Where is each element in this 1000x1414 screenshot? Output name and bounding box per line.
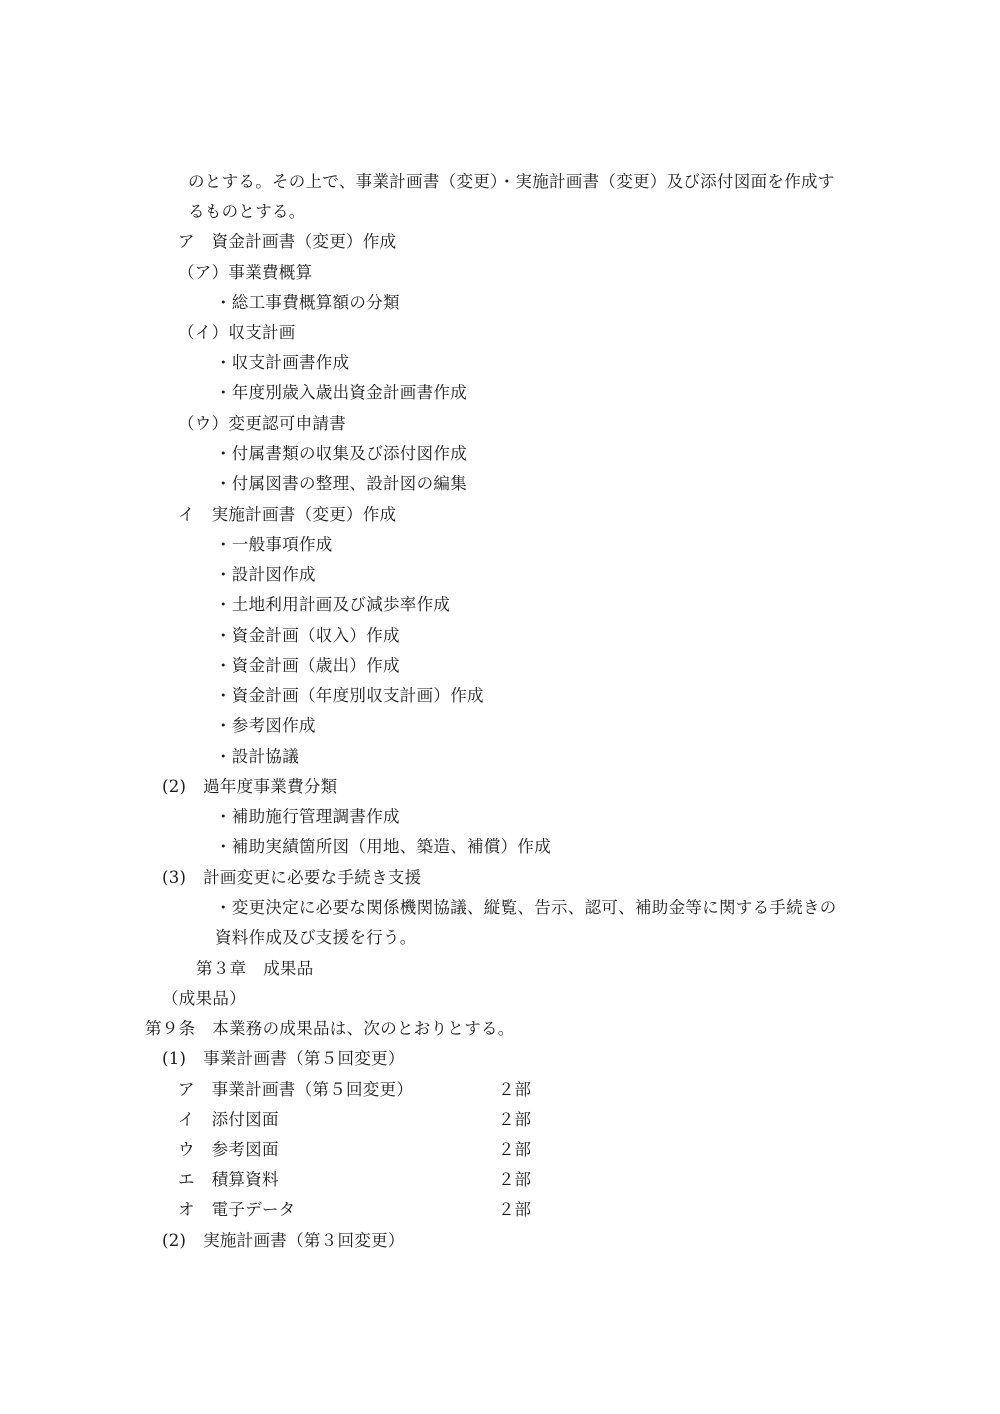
list-item: ・付属書類の収集及び添付図作成 <box>215 444 467 463</box>
list-item: ・一般事項作成 <box>215 535 333 554</box>
list-item: ・資金計画（収入）作成 <box>215 626 400 645</box>
item-2-heading: (2) 過年度事業費分類 <box>162 777 338 796</box>
list-item: ・設計図作成 <box>215 565 316 584</box>
list-item: ・設計協議 <box>215 747 299 766</box>
deliverable-group-1-heading: (1) 事業計画書（第５回変更） <box>162 1049 405 1068</box>
deliverable-quantity: ２部 <box>498 1200 531 1219</box>
deliverable-label: オ 電子データ <box>178 1200 296 1219</box>
list-item: ・収支計画書作成 <box>215 353 350 372</box>
subsection-i-heading: （イ）収支計画 <box>178 323 296 342</box>
deliverable-label: イ 添付図面 <box>178 1110 279 1129</box>
list-item: ・付属図書の整理、設計図の編集 <box>215 474 467 493</box>
continuation-line-2: るものとする。 <box>188 202 306 221</box>
deliverable-quantity: ２部 <box>498 1080 531 1099</box>
list-item: ・資金計画（歳出）作成 <box>215 656 400 675</box>
section-i-heading: イ 実施計画書（変更）作成 <box>178 505 397 524</box>
chapter-title: 第３章 成果品 <box>196 959 314 978</box>
section-a-heading: ア 資金計画書（変更）作成 <box>178 232 397 251</box>
item-3-heading: (3) 計画変更に必要な手続き支援 <box>162 868 422 887</box>
item-3-text-line-2: 資料作成及び支援を行う。 <box>215 928 417 947</box>
list-item: ・土地利用計画及び減歩率作成 <box>215 595 451 614</box>
item-3-text-line-1: ・変更決定に必要な関係機関協議、縦覧、告示、認可、補助金等に関する手続きの <box>215 898 837 917</box>
deliverable-label: ア 事業計画書（第５回変更） <box>178 1080 414 1099</box>
subsection-u-heading: （ウ）変更認可申請書 <box>178 414 346 433</box>
subsection-a-heading: （ア）事業費概算 <box>178 263 313 282</box>
deliverable-quantity: ２部 <box>498 1170 531 1189</box>
list-item: ・参考図作成 <box>215 716 316 735</box>
deliverable-group-2-heading: (2) 実施計画書（第３回変更） <box>162 1231 405 1250</box>
list-item: ・年度別歳入歳出資金計画書作成 <box>215 383 467 402</box>
list-item: ・補助施行管理調書作成 <box>215 807 400 826</box>
deliverable-quantity: ２部 <box>498 1110 531 1129</box>
article-caption: （成果品） <box>162 989 246 1008</box>
list-item: ・総工事費概算額の分類 <box>215 293 400 312</box>
continuation-line-1: のとする。その上で、事業計画書（変更）・実施計画書（変更）及び添付図面を作成す <box>188 172 835 191</box>
list-item: ・資金計画（年度別収支計画）作成 <box>215 686 484 705</box>
list-item: ・補助実績箇所図（用地、築造、補償）作成 <box>215 837 551 856</box>
deliverable-label: エ 積算資料 <box>178 1170 279 1189</box>
deliverable-label: ウ 参考図面 <box>178 1140 279 1159</box>
article-9: 第９条 本業務の成果品は、次のとおりとする。 <box>145 1019 515 1038</box>
deliverable-quantity: ２部 <box>498 1140 531 1159</box>
